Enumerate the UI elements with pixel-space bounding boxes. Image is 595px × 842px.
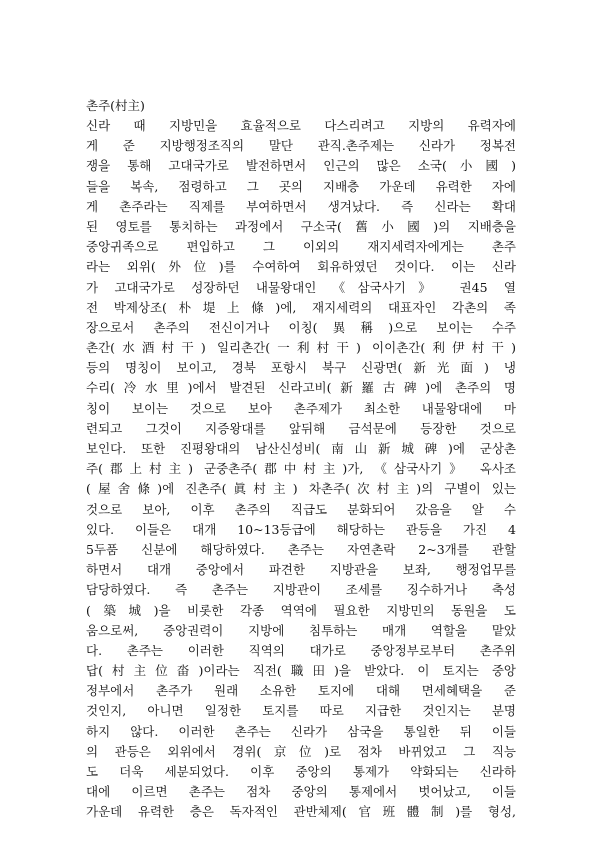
body-line: (屋舍條)에 진촌주(眞村主) 차촌주(次村主)의 구별이 있는 <box>86 481 516 497</box>
body-line: 등의 명칭이 보이고, 경북 포항시 북구 신광면(新光面) 냉 <box>86 360 516 376</box>
body-line: 있다. 이들은 대개 10~13등급에 해당하는 관등을 가진 4 <box>86 521 516 537</box>
body-line: 쟁을 통해 고대국가로 발전하면서 인근의 많은 소국(小國) <box>86 158 516 174</box>
body-line: 중앙귀족으로 편입하고 그 이외의 재지세력자에게는 촌주 <box>86 239 516 255</box>
body-line: 들을 복속, 점령하고 그 곳의 지배층 가운데 유력한 자에 <box>86 178 516 194</box>
body-line: 주(郡上村主) 군중촌주(郡中村主)가, 《삼국사기》 옥사조 <box>86 461 516 477</box>
body-line: 게 촌주라는 직제를 부여하면서 생겨났다. 즉 신라는 확대 <box>86 198 516 214</box>
body-line: 전 박제상조(朴堤上條)에, 재지세력의 대표자인 각촌의 족 <box>86 299 516 315</box>
body-line: 칭이 보이는 것으로 보아 촌주제가 최소한 내물왕대에 마 <box>86 400 516 416</box>
body-line: 의 관등은 외위에서 경위(京位)로 점차 바뀌었고 그 직능 <box>86 743 516 759</box>
body-line: 게 준 지방행정조직의 말단 관직.촌주제는 신라가 정복전 <box>86 138 516 154</box>
body-line: 것인지, 아니면 일정한 토지를 따로 지급한 것인지는 분명 <box>86 703 516 719</box>
body-line: 장으로서 촌주의 전신이거나 이칭(異稱)으로 보이는 수주 <box>86 319 516 335</box>
body-line: 대에 이르면 촌주는 점차 중앙의 통제에서 벗어났고, 이들 <box>86 784 516 800</box>
body-line: 도 더욱 세분되었다. 이후 중앙의 통제가 약화되는 신라하 <box>86 764 516 779</box>
body-line: 하지 않다. 이러한 촌주는 신라가 삼국을 통일한 뒤 이들 <box>86 723 516 739</box>
body-line: 정부에서 촌주가 원래 소유한 토지에 대해 면세혜택을 준 <box>86 683 516 699</box>
document-title: 촌주(村主) <box>86 98 145 113</box>
body-line: 라는 외위(外位)를 수여하여 회유하였던 것이다. 이는 신라 <box>86 259 516 275</box>
body-line: 수리(冷水里)에서 발견된 신라고비(新羅古碑)에 촌주의 명 <box>86 380 516 396</box>
body-line: 하면서 대개 중앙에서 파견한 지방관을 보좌, 행정업무를 <box>86 562 516 578</box>
body-line: 5두품 신분에 해당하였다. 촌주는 자연촌락 2~3개를 관할 <box>86 541 516 557</box>
body-line: 가운데 유력한 층은 독자적인 관반체제(官班體制)를 형성, <box>86 804 516 820</box>
body-line: 된 영토를 통치하는 과정에서 구소국(舊小國)의 지배층을 <box>86 218 516 234</box>
body-line: 련되고 그것이 지증왕대를 앞뒤해 금석문에 등장한 것으로 <box>86 420 516 436</box>
body-line: 움으로써, 중앙권력이 지방에 침투하는 매개 역할을 맡았 <box>86 622 516 638</box>
body-line: 다. 촌주는 이러한 직역의 대가로 중앙정부로부터 촌주위 <box>86 642 516 658</box>
body-line: 담당하였다. 즉 촌주는 지방관이 조세를 징수하거나 축성 <box>86 582 516 598</box>
body-line: 가 고대국가로 성장하던 내물왕대인 《삼국사기》 권45 열 <box>86 279 516 295</box>
body-line: 것으로 보아, 이후 촌주의 직급도 분화되어 갔음을 알 수 <box>86 501 516 517</box>
body-line: (築城)을 비롯한 각종 역역에 필요한 지방민의 동원을 도 <box>86 602 516 618</box>
body-line: 보인다. 또한 진평왕대의 남산신성비(南山新城碑)에 군상촌 <box>86 441 516 456</box>
body-line: 촌간(水酒村干) 일리촌간(一利村干) 이이촌간(利伊村干) <box>86 340 516 356</box>
document-body <box>86 96 516 823</box>
body-line: 답(村主位畓)이라는 직전(職田)을 받았다. 이 토지는 중앙 <box>86 663 516 679</box>
body-line: 신라 때 지방민을 효율적으로 다스리려고 지방의 유력자에 <box>86 118 516 133</box>
